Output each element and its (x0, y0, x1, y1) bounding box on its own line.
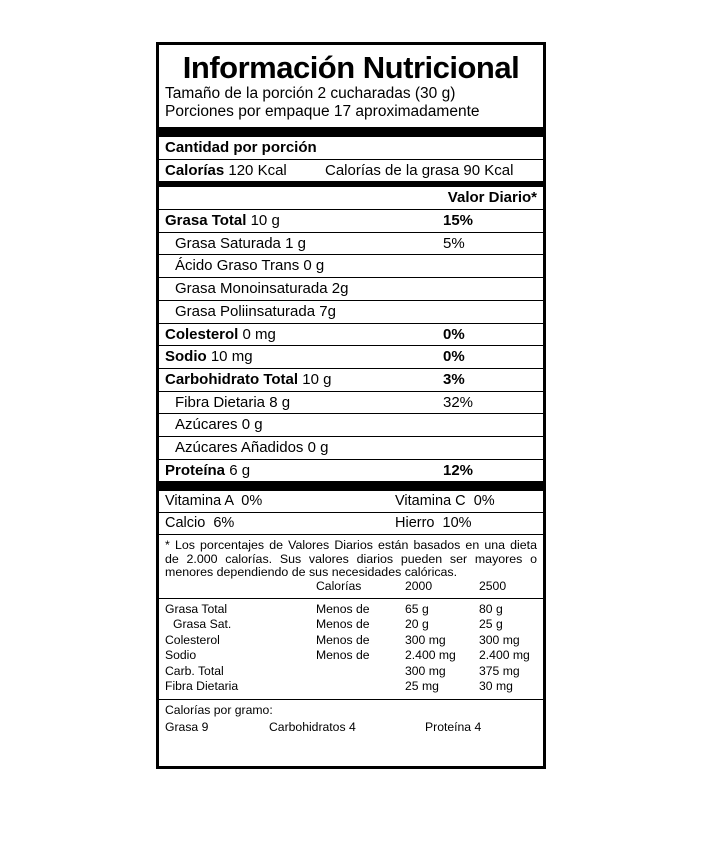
nutrient-row (159, 460, 543, 482)
serving-size: Tamaño de la porción 2 cucharadas (30 g) (165, 85, 456, 102)
footer-table-row: Colesterol Menos de 300 mg 300 mg (165, 632, 520, 647)
calories-row (159, 160, 543, 182)
nutrient-row (159, 233, 543, 256)
nutrient-label: Grasa Poliinsaturada 7g (175, 302, 336, 320)
calories-per-gram-row (159, 718, 543, 735)
vitamin-list (159, 491, 543, 535)
thick-divider (159, 127, 543, 137)
daily-value-header: Valor Diario* (159, 187, 543, 210)
nutrient-label: Ácido Graso Trans 0 g (175, 257, 325, 275)
calories-value: 120 Kcal (228, 161, 287, 179)
nutrient-row (159, 255, 543, 278)
nutrient-row (159, 324, 543, 347)
nutrient-row (159, 414, 543, 437)
footer-table-row: Carb. Total 300 mg 375 mg (165, 663, 520, 678)
nutrient-label: Azúcares 0 g (175, 416, 263, 434)
fat-calories: Calorías de la grasa 90 Kcal (325, 161, 514, 179)
nutrient-label: Grasa Monoinsaturada 2g (175, 280, 349, 298)
nutrient-list (159, 210, 543, 481)
nutrient-label: Fibra Dietaria 8 g (175, 393, 291, 411)
footer-table-row: Grasa Total Menos de 65 g 80 g (165, 601, 503, 616)
nutrient-label: Sodio 10 mg (165, 348, 253, 366)
nutrient-label: Carbohidrato Total 10 g (165, 370, 332, 388)
nutrient-row (159, 392, 543, 415)
servings-per-container: Porciones por empaque 17 aproximadamente (165, 103, 480, 120)
vitamin-row (159, 491, 543, 513)
vitamin-left: Calcio 6% (165, 515, 235, 532)
vitamin-right: Hierro 10% (395, 515, 472, 532)
vitamin-right: Vitamina C 0% (395, 493, 495, 510)
nutrient-row (159, 437, 543, 460)
footer-table-row: Fibra Dietaria 25 mg 30 mg (165, 679, 513, 694)
nutrient-daily-value: 5% (443, 234, 465, 252)
nutrition-facts-label (156, 42, 546, 769)
nutrient-daily-value: 3% (443, 370, 465, 388)
footer-table-header: Calorías 2000 2500 (316, 579, 507, 594)
nutrient-row (159, 301, 543, 324)
nutrient-daily-value: 12% (443, 461, 474, 479)
nutrient-row (159, 369, 543, 392)
vitamin-row (159, 513, 543, 535)
fat-per-gram: Grasa 9 (165, 719, 209, 734)
amount-per-serving: Cantidad por porción (159, 137, 543, 160)
nutrient-daily-value: 32% (443, 393, 474, 411)
vitamin-left: Vitamina A 0% (165, 493, 263, 510)
nutrient-daily-value: 0% (443, 325, 465, 343)
nutrient-label: Proteína 6 g (165, 461, 251, 479)
footer-table-row: Sodio Menos de 2.400 mg 2.400 mg (165, 648, 530, 663)
nutrient-row (159, 346, 543, 369)
nutrient-row (159, 278, 543, 301)
footer-table-row: Grasa Sat. Menos de 20 g 25 g (173, 617, 503, 632)
calories-label: Calorías (165, 161, 225, 179)
nutrient-daily-value: 0% (443, 348, 465, 366)
nutrient-daily-value: 15% (443, 212, 474, 230)
nutrient-row (159, 210, 543, 233)
nutrient-label: Grasa Saturada 1 g (175, 234, 306, 252)
nutrient-label: Colesterol 0 mg (165, 325, 276, 343)
footer-table (159, 599, 543, 695)
nutrient-label: Azúcares Añadidos 0 g (175, 438, 329, 456)
nutrient-label: Grasa Total 10 g (165, 212, 280, 230)
thick-divider-2 (159, 481, 543, 491)
label-title: Información Nutricional (182, 50, 520, 85)
protein-per-gram: Proteína 4 (425, 719, 482, 734)
calories-per-gram-label: Calorías por gramo: (165, 702, 273, 717)
footnote: * Los porcentajes de Valores Diarios están basados en una dieta de 2.000 calorías. Sus valores diarios pueden ser mayores o menores dependiendo de sus necesidades calóricas. (165, 538, 537, 579)
carbs-per-gram: Carbohidratos 4 (269, 719, 356, 734)
